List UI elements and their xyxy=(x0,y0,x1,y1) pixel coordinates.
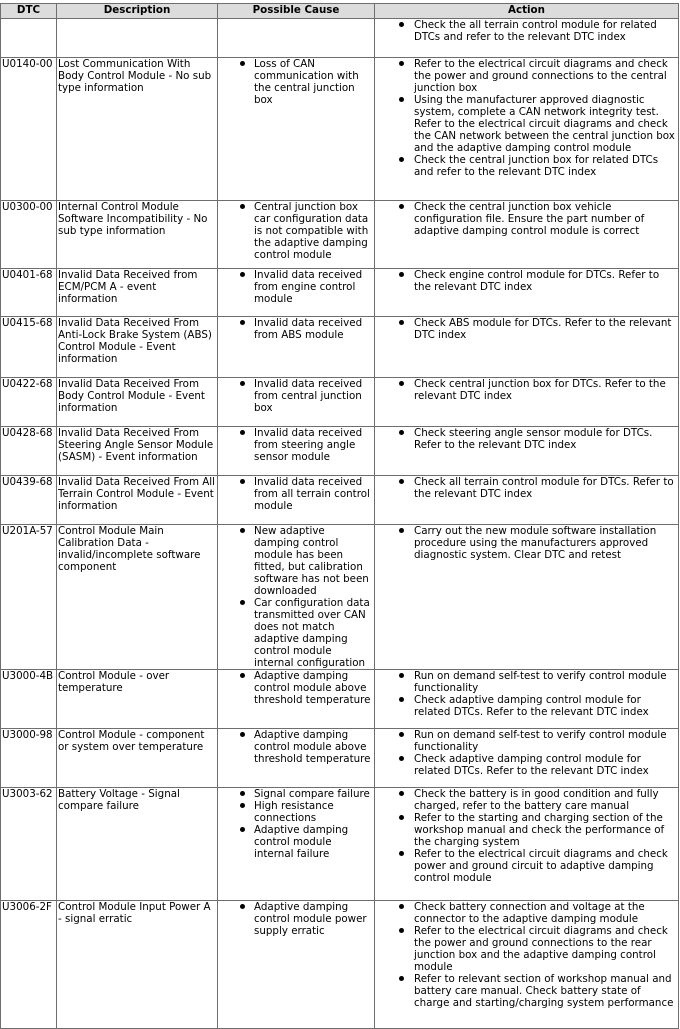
dtc-description: Battery Voltage - Signal compare failure xyxy=(57,788,218,901)
action-list xyxy=(376,476,677,500)
cause-list xyxy=(219,378,373,414)
dtc-code: U0428-68 xyxy=(1,427,57,476)
possible-cause-cell xyxy=(218,317,375,378)
action-cell xyxy=(375,201,679,269)
action-item: Using the manufacturer approved diagnostic system, complete a CAN network integrity test. Refer to the electrical circuit diagrams and check the CAN network between the central junction box and the adaptive damping control module xyxy=(414,94,677,154)
cause-item: Invalid data received from engine control module xyxy=(254,269,373,305)
cause-item: Invalid data received from central junction box xyxy=(254,378,373,414)
action-cell xyxy=(375,476,679,525)
table-row xyxy=(1,201,679,269)
action-item: Check central junction box for DTCs. Refer to the relevant DTC index xyxy=(414,378,677,402)
possible-cause-cell xyxy=(218,670,375,729)
table-header xyxy=(1,4,679,19)
cause-item: Loss of CAN communication with the central junction box xyxy=(254,58,373,106)
dtc-description: Control Module Input Power A - signal erratic xyxy=(57,901,218,1029)
cause-list xyxy=(219,201,373,261)
action-item: Carry out the new module software installation procedure using the manufacturers approved diagnostic system. Clear DTC and retest xyxy=(414,525,677,561)
possible-cause-cell xyxy=(218,378,375,427)
dtc-description: Invalid Data Received from ECM/PCM A - event information xyxy=(57,269,218,317)
action-item: Refer to the starting and charging section of the workshop manual and check the performance of the charging system xyxy=(414,812,677,848)
action-cell xyxy=(375,788,679,901)
action-cell xyxy=(375,19,679,58)
dtc-table xyxy=(0,3,679,1029)
action-item: Check battery connection and voltage at the connector to the adaptive damping module xyxy=(414,901,677,925)
dtc-description: Invalid Data Received From Steering Angle Sensor Module (SASM) - Event information xyxy=(57,427,218,476)
cause-list xyxy=(219,58,373,106)
action-item: Check the central junction box vehicle configuration file. Ensure the part number of adaptive damping control module is correct xyxy=(414,201,677,237)
dtc-description: Invalid Data Received From Body Control Module - Event information xyxy=(57,378,218,427)
possible-cause-cell xyxy=(218,525,375,670)
dtc-description: Control Module - over temperature xyxy=(57,670,218,729)
cause-list xyxy=(219,317,373,341)
action-list xyxy=(376,201,677,237)
cause-list xyxy=(219,788,373,860)
dtc-description: Invalid Data Received From All Terrain Control Module - Event information xyxy=(57,476,218,525)
cause-list xyxy=(219,427,373,463)
dtc-description: Control Module Main Calibration Data - invalid/incomplete software component xyxy=(57,525,218,670)
cause-list xyxy=(219,525,373,669)
action-cell xyxy=(375,269,679,317)
table-row xyxy=(1,378,679,427)
action-list xyxy=(376,901,677,1009)
table-body xyxy=(1,19,679,1029)
action-item: Run on demand self-test to verify control module functionality xyxy=(414,670,677,694)
cause-item: New adaptive damping control module has been fitted, but calibration software has not been downloaded xyxy=(254,525,373,597)
table-row xyxy=(1,476,679,525)
dtc-code xyxy=(1,19,57,58)
table-row xyxy=(1,901,679,1029)
header-row xyxy=(1,4,679,19)
dtc-code: U0415-68 xyxy=(1,317,57,378)
action-list xyxy=(376,525,677,561)
table-row xyxy=(1,729,679,788)
dtc-code: U0140-00 xyxy=(1,58,57,201)
possible-cause-cell xyxy=(218,901,375,1029)
cause-item: Adaptive damping control module internal failure xyxy=(254,824,373,860)
cause-list xyxy=(219,670,373,706)
dtc-description: Invalid Data Received From Anti-Lock Brake System (ABS) Control Module - Event information xyxy=(57,317,218,378)
action-list xyxy=(376,378,677,402)
action-list xyxy=(376,427,677,451)
possible-cause-cell xyxy=(218,269,375,317)
table-row xyxy=(1,269,679,317)
action-item: Check steering angle sensor module for DTCs. Refer to the relevant DTC index xyxy=(414,427,677,451)
action-item: Refer to the electrical circuit diagrams and check the power and ground connections to the rear junction box and the adaptive damping control module xyxy=(414,925,677,973)
action-list xyxy=(376,788,677,884)
action-cell xyxy=(375,427,679,476)
cause-item: Central junction box car configuration data is not compatible with the adaptive damping control module xyxy=(254,201,373,261)
action-item: Check ABS module for DTCs. Refer to the relevant DTC index xyxy=(414,317,677,341)
action-item: Check the all terrain control module for related DTCs and refer to the relevant DTC index xyxy=(414,19,677,43)
action-list xyxy=(376,317,677,341)
possible-cause-cell xyxy=(218,427,375,476)
header-action: Action xyxy=(375,4,679,19)
header-description: Description xyxy=(57,4,218,19)
action-list xyxy=(376,269,677,293)
table-row xyxy=(1,19,679,58)
dtc-code: U0439-68 xyxy=(1,476,57,525)
table-row xyxy=(1,317,679,378)
table-row xyxy=(1,670,679,729)
header-dtc: DTC xyxy=(1,4,57,19)
cause-item: Adaptive damping control module above threshold temperature xyxy=(254,729,373,765)
dtc-code: U3003-62 xyxy=(1,788,57,901)
dtc-code: U0401-68 xyxy=(1,269,57,317)
table-row xyxy=(1,788,679,901)
dtc-code: U0422-68 xyxy=(1,378,57,427)
dtc-description: Lost Communication With Body Control Module - No sub type information xyxy=(57,58,218,201)
action-item: Check the battery is in good condition and fully charged, refer to the battery care manual xyxy=(414,788,677,812)
dtc-code: U3000-4B xyxy=(1,670,57,729)
dtc-code: U0300-00 xyxy=(1,201,57,269)
dtc-code: U201A-57 xyxy=(1,525,57,670)
dtc-description: Control Module - component or system over temperature xyxy=(57,729,218,788)
action-list xyxy=(376,670,677,718)
action-item: Refer to the electrical circuit diagrams and check the power and ground connections to the central junction box xyxy=(414,58,677,94)
cause-item: High resistance connections xyxy=(254,800,373,824)
possible-cause-cell xyxy=(218,201,375,269)
action-cell xyxy=(375,317,679,378)
action-item: Check adaptive damping control module for related DTCs. Refer to the relevant DTC index xyxy=(414,694,677,718)
cause-list xyxy=(219,901,373,937)
action-cell xyxy=(375,729,679,788)
header-possible-cause: Possible Cause xyxy=(218,4,375,19)
cause-item: Adaptive damping control module above threshold temperature xyxy=(254,670,373,706)
action-cell xyxy=(375,58,679,201)
possible-cause-cell xyxy=(218,476,375,525)
action-item: Run on demand self-test to verify control module functionality xyxy=(414,729,677,753)
action-item: Check all terrain control module for DTCs. Refer to the relevant DTC index xyxy=(414,476,677,500)
action-list xyxy=(376,19,677,43)
cause-list xyxy=(219,269,373,305)
dtc-code: U3006-2F xyxy=(1,901,57,1029)
cause-item: Invalid data received from steering angle sensor module xyxy=(254,427,373,463)
action-item: Check adaptive damping control module for related DTCs. Refer to the relevant DTC index xyxy=(414,753,677,777)
table-row xyxy=(1,427,679,476)
cause-item: Signal compare failure xyxy=(254,788,373,800)
cause-item: Invalid data received from all terrain control module xyxy=(254,476,373,512)
cause-list xyxy=(219,729,373,765)
possible-cause-cell xyxy=(218,729,375,788)
action-cell xyxy=(375,378,679,427)
action-item: Check engine control module for DTCs. Refer to the relevant DTC index xyxy=(414,269,677,293)
dtc-code: U3000-98 xyxy=(1,729,57,788)
possible-cause-cell xyxy=(218,19,375,58)
possible-cause-cell xyxy=(218,788,375,901)
cause-list xyxy=(219,476,373,512)
action-cell xyxy=(375,525,679,670)
action-item: Refer to relevant section of workshop manual and battery care manual. Check battery state of charge and starting/charging system performance xyxy=(414,973,677,1009)
cause-item: Invalid data received from ABS module xyxy=(254,317,373,341)
action-list xyxy=(376,729,677,777)
action-cell xyxy=(375,901,679,1029)
dtc-description: Internal Control Module Software Incompatibility - No sub type information xyxy=(57,201,218,269)
dtc-description xyxy=(57,19,218,58)
cause-item: Adaptive damping control module power supply erratic xyxy=(254,901,373,937)
action-item: Check the central junction box for related DTCs and refer to the relevant DTC index xyxy=(414,154,677,178)
possible-cause-cell xyxy=(218,58,375,201)
table-row xyxy=(1,58,679,201)
cause-item: Car configuration data transmitted over CAN does not match adaptive damping control module internal configuration xyxy=(254,597,373,669)
action-list xyxy=(376,58,677,178)
action-cell xyxy=(375,670,679,729)
table-row xyxy=(1,525,679,670)
action-item: Refer to the electrical circuit diagrams and check power and ground circuit to adaptive damping control module xyxy=(414,848,677,884)
